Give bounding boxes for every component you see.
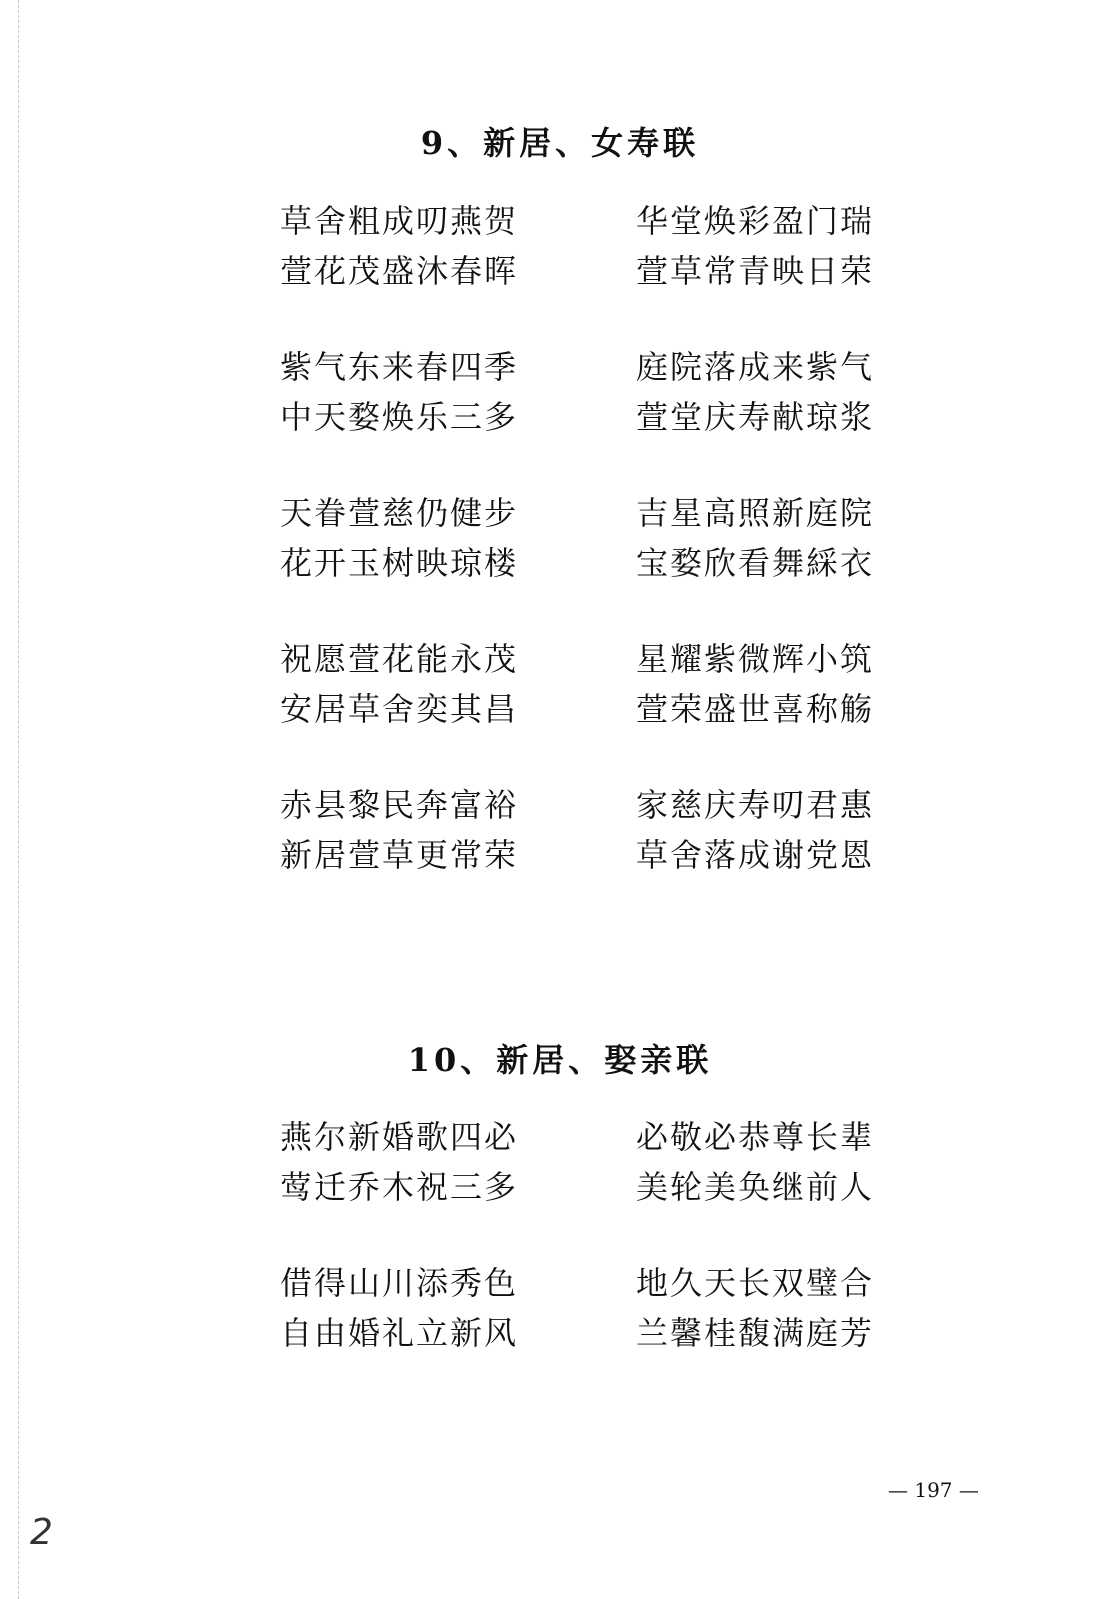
couplet-right	[636, 780, 874, 880]
couplet-left	[280, 1258, 518, 1358]
couplet-right	[636, 1112, 874, 1212]
couplet-line: 庭院落成来紫气	[636, 348, 875, 386]
couplet-line: 家慈庆寿叨君惠	[636, 786, 875, 824]
couplet-left	[280, 634, 518, 734]
couplet-right	[636, 488, 874, 588]
couplet-line: 新居萱草更常荣	[280, 836, 519, 874]
couplet-line: 吉星高照新庭院	[636, 494, 875, 532]
couplet-line: 紫气东来春四季	[280, 348, 519, 386]
couplet-line: 赤县黎民奔富裕	[280, 786, 519, 824]
section-title: 9、新居、女寿联	[420, 124, 700, 162]
couplet-right	[636, 196, 874, 296]
couplet-right	[636, 1258, 874, 1358]
couplet-line: 美轮美奂继前人	[636, 1168, 875, 1206]
couplet-line: 燕尔新婚歌四必	[280, 1118, 519, 1156]
couplet-line: 兰馨桂馥满庭芳	[636, 1314, 875, 1352]
couplet-line: 必敬必恭尊长辈	[636, 1118, 875, 1156]
couplet-line: 自由婚礼立新风	[280, 1314, 519, 1352]
couplet-left	[280, 1112, 518, 1212]
couplet-line: 萱草常青映日荣	[636, 252, 875, 290]
handwritten-mark: 2	[30, 1512, 53, 1553]
couplet-line: 萱花茂盛沐春晖	[280, 252, 519, 290]
couplet-left	[280, 488, 518, 588]
couplet-line: 华堂焕彩盈门瑞	[636, 202, 875, 240]
page-number: — 197 —	[888, 1478, 979, 1502]
couplet-left	[280, 342, 518, 442]
section-title: 10、新居、娶亲联	[407, 1041, 713, 1079]
couplet-line: 地久天长双璧合	[636, 1264, 875, 1302]
couplet-right	[636, 634, 874, 734]
couplet-right	[636, 342, 874, 442]
couplet-line: 借得山川添秀色	[280, 1264, 519, 1302]
couplet-line: 花开玉树映琼楼	[280, 544, 519, 582]
couplet-line: 莺迁乔木祝三多	[280, 1168, 519, 1206]
couplet-line: 星耀紫微辉小筑	[636, 640, 875, 678]
scan-margin-line	[18, 0, 19, 1599]
couplet-line: 草舍粗成叨燕贺	[280, 202, 519, 240]
couplet-line: 中天婺焕乐三多	[280, 398, 519, 436]
couplet-line: 萱荣盛世喜称觞	[636, 690, 875, 728]
couplet-line: 天眷萱慈仍健步	[280, 494, 519, 532]
couplet-left	[280, 780, 518, 880]
couplet-line: 安居草舍奕其昌	[280, 690, 519, 728]
couplet-left	[280, 196, 518, 296]
couplet-line: 宝婺欣看舞綵衣	[636, 544, 875, 582]
couplet-line: 祝愿萱花能永茂	[280, 640, 519, 678]
couplet-line: 萱堂庆寿献琼浆	[636, 398, 875, 436]
couplet-line: 草舍落成谢党恩	[636, 836, 875, 874]
